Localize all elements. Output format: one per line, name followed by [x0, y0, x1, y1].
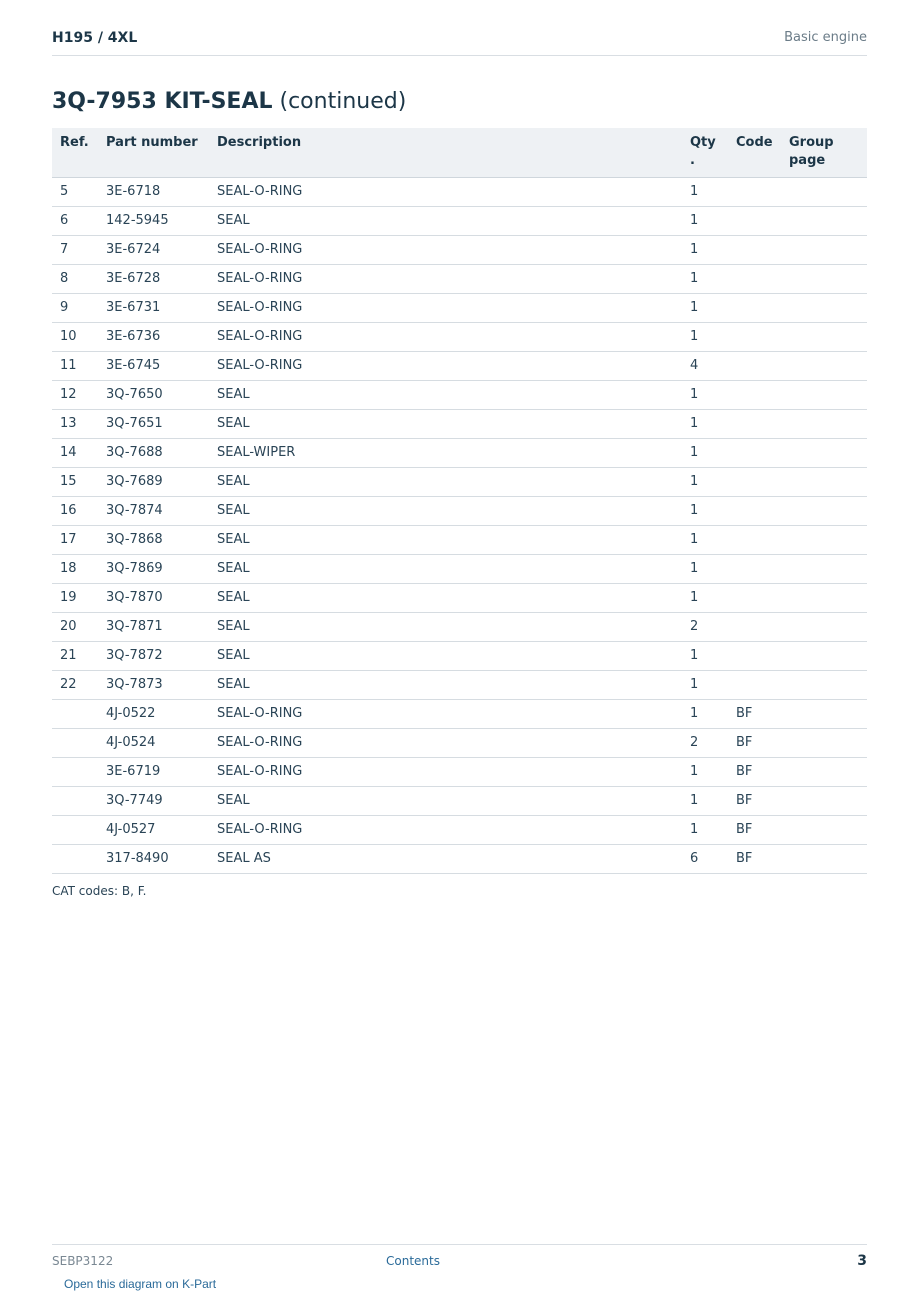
cell-description: SEAL	[209, 787, 682, 816]
cell-code	[728, 236, 781, 265]
cell-code	[728, 207, 781, 236]
kit-part-title: 3Q-7953 KIT-SEAL	[52, 89, 273, 114]
cell-ref: 14	[52, 439, 98, 468]
cell-description: SEAL-O-RING	[209, 294, 682, 323]
table-row	[52, 294, 867, 323]
cell-ref: 16	[52, 497, 98, 526]
cell-part-number: 3Q-7873	[98, 671, 209, 700]
cell-code	[728, 265, 781, 294]
cell-code	[728, 613, 781, 642]
cell-qty: 6	[682, 845, 728, 874]
cell-code	[728, 468, 781, 497]
cell-code: BF	[728, 816, 781, 845]
table-row	[52, 323, 867, 352]
cell-group-page	[781, 642, 867, 671]
table-row	[52, 845, 867, 874]
cell-code: BF	[728, 700, 781, 729]
table-row	[52, 352, 867, 381]
cell-ref: 5	[52, 178, 98, 207]
cell-qty: 1	[682, 700, 728, 729]
cell-description: SEAL	[209, 381, 682, 410]
table-row	[52, 381, 867, 410]
cell-description: SEAL-O-RING	[209, 178, 682, 207]
table-row	[52, 787, 867, 816]
cell-ref	[52, 845, 98, 874]
table-row	[52, 700, 867, 729]
cell-qty: 4	[682, 352, 728, 381]
cell-qty: 1	[682, 642, 728, 671]
cell-qty: 1	[682, 265, 728, 294]
kpart-link[interactable]: Open this diagram on K-Part	[64, 1277, 217, 1291]
cell-description: SEAL	[209, 497, 682, 526]
cell-qty: 1	[682, 555, 728, 584]
table-row	[52, 236, 867, 265]
cell-part-number: 317-8490	[98, 845, 209, 874]
cell-part-number: 3Q-7650	[98, 381, 209, 410]
cell-description: SEAL-O-RING	[209, 816, 682, 845]
cell-code	[728, 671, 781, 700]
cell-code	[728, 642, 781, 671]
cell-code	[728, 294, 781, 323]
contents-link[interactable]: Contents	[386, 1254, 440, 1268]
cell-qty: 1	[682, 294, 728, 323]
cell-qty: 1	[682, 381, 728, 410]
col-ref: Ref.	[52, 128, 98, 178]
cell-description: SEAL	[209, 613, 682, 642]
cell-code	[728, 410, 781, 439]
cell-code: BF	[728, 729, 781, 758]
cell-ref: 21	[52, 642, 98, 671]
cell-code: BF	[728, 758, 781, 787]
cell-part-number: 4J-0522	[98, 700, 209, 729]
cell-group-page	[781, 265, 867, 294]
cell-part-number: 3E-6724	[98, 236, 209, 265]
cell-group-page	[781, 236, 867, 265]
cell-ref: 22	[52, 671, 98, 700]
cell-group-page	[781, 845, 867, 874]
cell-qty: 1	[682, 787, 728, 816]
table-row	[52, 555, 867, 584]
cell-description: SEAL-O-RING	[209, 265, 682, 294]
cell-description: SEAL-O-RING	[209, 352, 682, 381]
page-header	[52, 28, 867, 56]
cell-part-number: 4J-0527	[98, 816, 209, 845]
cell-code	[728, 584, 781, 613]
cell-part-number: 3Q-7749	[98, 787, 209, 816]
table-row	[52, 613, 867, 642]
col-qty: Qty .	[682, 128, 728, 178]
cell-ref	[52, 700, 98, 729]
table-row	[52, 439, 867, 468]
doc-number: SEBP3122	[52, 1254, 114, 1268]
cat-codes-note: CAT codes: B, F.	[52, 884, 147, 898]
cell-description: SEAL-O-RING	[209, 729, 682, 758]
col-part-number: Part number	[98, 128, 209, 178]
cell-part-number: 4J-0524	[98, 729, 209, 758]
cell-ref	[52, 787, 98, 816]
table-row	[52, 178, 867, 207]
cell-group-page	[781, 613, 867, 642]
table-row	[52, 584, 867, 613]
cell-description: SEAL	[209, 526, 682, 555]
cell-group-page	[781, 584, 867, 613]
cell-description: SEAL	[209, 207, 682, 236]
cell-ref	[52, 729, 98, 758]
cell-description: SEAL	[209, 584, 682, 613]
table-row	[52, 758, 867, 787]
cell-group-page	[781, 323, 867, 352]
cell-ref: 9	[52, 294, 98, 323]
title-suffix: (continued)	[272, 89, 407, 114]
cell-group-page	[781, 207, 867, 236]
cell-part-number: 3Q-7871	[98, 613, 209, 642]
cell-ref: 19	[52, 584, 98, 613]
cell-part-number: 3E-6736	[98, 323, 209, 352]
cell-group-page	[781, 410, 867, 439]
cell-qty: 1	[682, 758, 728, 787]
cell-group-page	[781, 468, 867, 497]
cell-code: BF	[728, 845, 781, 874]
cell-part-number: 3Q-7689	[98, 468, 209, 497]
cell-description: SEAL	[209, 468, 682, 497]
cell-ref: 6	[52, 207, 98, 236]
cell-part-number: 3Q-7869	[98, 555, 209, 584]
cell-qty: 1	[682, 526, 728, 555]
cell-code	[728, 381, 781, 410]
cell-group-page	[781, 497, 867, 526]
cell-ref: 8	[52, 265, 98, 294]
cell-group-page	[781, 671, 867, 700]
cell-part-number: 3E-6731	[98, 294, 209, 323]
cell-description: SEAL-O-RING	[209, 700, 682, 729]
cell-qty: 1	[682, 584, 728, 613]
cell-part-number: 3Q-7874	[98, 497, 209, 526]
cell-ref: 7	[52, 236, 98, 265]
cell-qty: 2	[682, 729, 728, 758]
table-row	[52, 526, 867, 555]
cell-description: SEAL-O-RING	[209, 236, 682, 265]
col-code: Code	[728, 128, 781, 178]
cell-qty: 1	[682, 439, 728, 468]
cell-part-number: 3E-6728	[98, 265, 209, 294]
cell-group-page	[781, 787, 867, 816]
cell-description: SEAL AS	[209, 845, 682, 874]
cell-part-number: 3E-6719	[98, 758, 209, 787]
page-number: 3	[857, 1253, 867, 1269]
cell-part-number: 3Q-7688	[98, 439, 209, 468]
cell-qty: 1	[682, 178, 728, 207]
cell-part-number: 142-5945	[98, 207, 209, 236]
cell-code	[728, 526, 781, 555]
cell-qty: 2	[682, 613, 728, 642]
cell-qty: 1	[682, 671, 728, 700]
cell-description: SEAL-O-RING	[209, 758, 682, 787]
cell-code	[728, 439, 781, 468]
page-title	[52, 89, 406, 114]
cell-group-page	[781, 439, 867, 468]
cell-qty: 1	[682, 323, 728, 352]
cell-code	[728, 323, 781, 352]
table-row	[52, 816, 867, 845]
col-description: Description	[209, 128, 682, 178]
section-label: Basic engine	[784, 30, 867, 45]
cell-ref: 12	[52, 381, 98, 410]
cell-qty: 1	[682, 410, 728, 439]
cell-code	[728, 178, 781, 207]
parts-table	[52, 128, 867, 874]
cell-qty: 1	[682, 236, 728, 265]
cell-part-number: 3Q-7870	[98, 584, 209, 613]
cell-description: SEAL-WIPER	[209, 439, 682, 468]
cell-code	[728, 497, 781, 526]
cell-qty: 1	[682, 497, 728, 526]
cell-group-page	[781, 700, 867, 729]
cell-ref: 17	[52, 526, 98, 555]
cell-group-page	[781, 758, 867, 787]
cell-description: SEAL	[209, 642, 682, 671]
cell-qty: 1	[682, 468, 728, 497]
cell-group-page	[781, 352, 867, 381]
table-row	[52, 497, 867, 526]
cell-group-page	[781, 381, 867, 410]
cell-qty: 1	[682, 207, 728, 236]
cell-qty: 1	[682, 816, 728, 845]
cell-ref: 11	[52, 352, 98, 381]
cell-ref	[52, 758, 98, 787]
cell-group-page	[781, 294, 867, 323]
table-row	[52, 729, 867, 758]
cell-ref: 20	[52, 613, 98, 642]
model-label: H195 / 4XL	[52, 30, 138, 46]
table-row	[52, 468, 867, 497]
cell-description: SEAL-O-RING	[209, 323, 682, 352]
cell-group-page	[781, 555, 867, 584]
cell-description: SEAL	[209, 671, 682, 700]
cell-part-number: 3Q-7868	[98, 526, 209, 555]
cell-description: SEAL	[209, 410, 682, 439]
table-header-row	[52, 128, 867, 178]
cell-ref: 10	[52, 323, 98, 352]
cell-code	[728, 555, 781, 584]
page-footer	[52, 1244, 867, 1269]
cell-ref: 18	[52, 555, 98, 584]
cell-part-number: 3E-6718	[98, 178, 209, 207]
cell-ref: 15	[52, 468, 98, 497]
table-row	[52, 642, 867, 671]
cell-part-number: 3E-6745	[98, 352, 209, 381]
cell-group-page	[781, 526, 867, 555]
table-row	[52, 671, 867, 700]
table-row	[52, 207, 867, 236]
cell-code: BF	[728, 787, 781, 816]
cell-ref	[52, 816, 98, 845]
cell-group-page	[781, 816, 867, 845]
cell-description: SEAL	[209, 555, 682, 584]
cell-group-page	[781, 729, 867, 758]
table-row	[52, 410, 867, 439]
table-row	[52, 265, 867, 294]
col-group-page: Group page	[781, 128, 867, 178]
cell-group-page	[781, 178, 867, 207]
cell-ref: 13	[52, 410, 98, 439]
cell-part-number: 3Q-7651	[98, 410, 209, 439]
cell-part-number: 3Q-7872	[98, 642, 209, 671]
cell-code	[728, 352, 781, 381]
